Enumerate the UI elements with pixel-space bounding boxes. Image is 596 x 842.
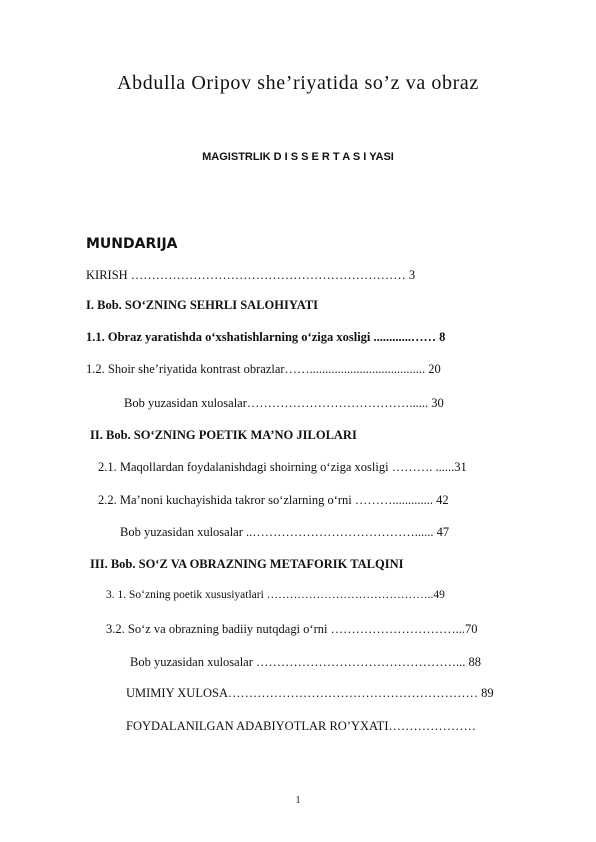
toc-entry-conclusion: UMIMIY XULOSA…………………………………………………… 89 <box>126 686 494 700</box>
toc-entry-ch2-summary: Bob yuzasidan xulosalar ..…………………………………...... 47 <box>120 525 450 539</box>
toc-entry-3-1: 3. 1. So‘zning poetik xususiyatlari ……………………………………..49 <box>106 589 445 601</box>
page-number: 1 <box>295 795 301 806</box>
toc-chapter-1: I. Bob. SO‘ZNING SEHRLI SALOHIYATI <box>86 298 319 312</box>
toc-entry-bibliography: FOYDALANILGAN ADABIYOTLAR RO’YXATI………………… <box>126 719 476 733</box>
toc-chapter-3: III. Bob. SO‘Z VA OBRAZNING METAFORIK TALQINI <box>90 557 404 571</box>
toc-entry-2-1: 2.1. Maqollardan foydalanishdagi shoirning o‘ziga xosligi ………. ......31 <box>98 460 467 474</box>
toc-entry-ch1-summary: Bob yuzasidan xulosalar…………………………………...... 30 <box>124 396 444 410</box>
document-subtitle: MAGISTRLIK D I S S E R T A S I YASI <box>202 151 394 163</box>
toc-entry-ch3-summary: Bob yuzasidan xulosalar …………………………………………... 88 <box>130 655 482 669</box>
toc-entry-1-1 <box>86 330 445 345</box>
document-title: Abdulla Oripov she’riyatida so’z va obraz <box>117 72 479 94</box>
toc-entry-1-2: 1.2. Shoir she’riyatida kontrast obrazlar……..................................... 20 <box>86 362 441 376</box>
toc-entry-kirish: KIRISH ………………………………………………………… 3 <box>86 268 416 282</box>
toc-heading: MUNDARIJA <box>86 236 178 252</box>
toc-entry-1-1-text: 1.1. Obraz yaratishda o‘xshatishlarning o‘ziga xosligi ............…… 8 <box>86 330 446 344</box>
toc-chapter-2: II. Bob. SO‘ZNING POETIK MA’NO JILOLARI <box>90 428 357 442</box>
toc-entry-2-2: 2.2. Ma’noni kuchayishida takror so‘zlarning o‘rni ………............. 42 <box>98 493 449 507</box>
toc-entry-3-2: 3.2. So‘z va obrazning badiiy nutqdagi o‘rni …………………………...70 <box>106 622 478 636</box>
